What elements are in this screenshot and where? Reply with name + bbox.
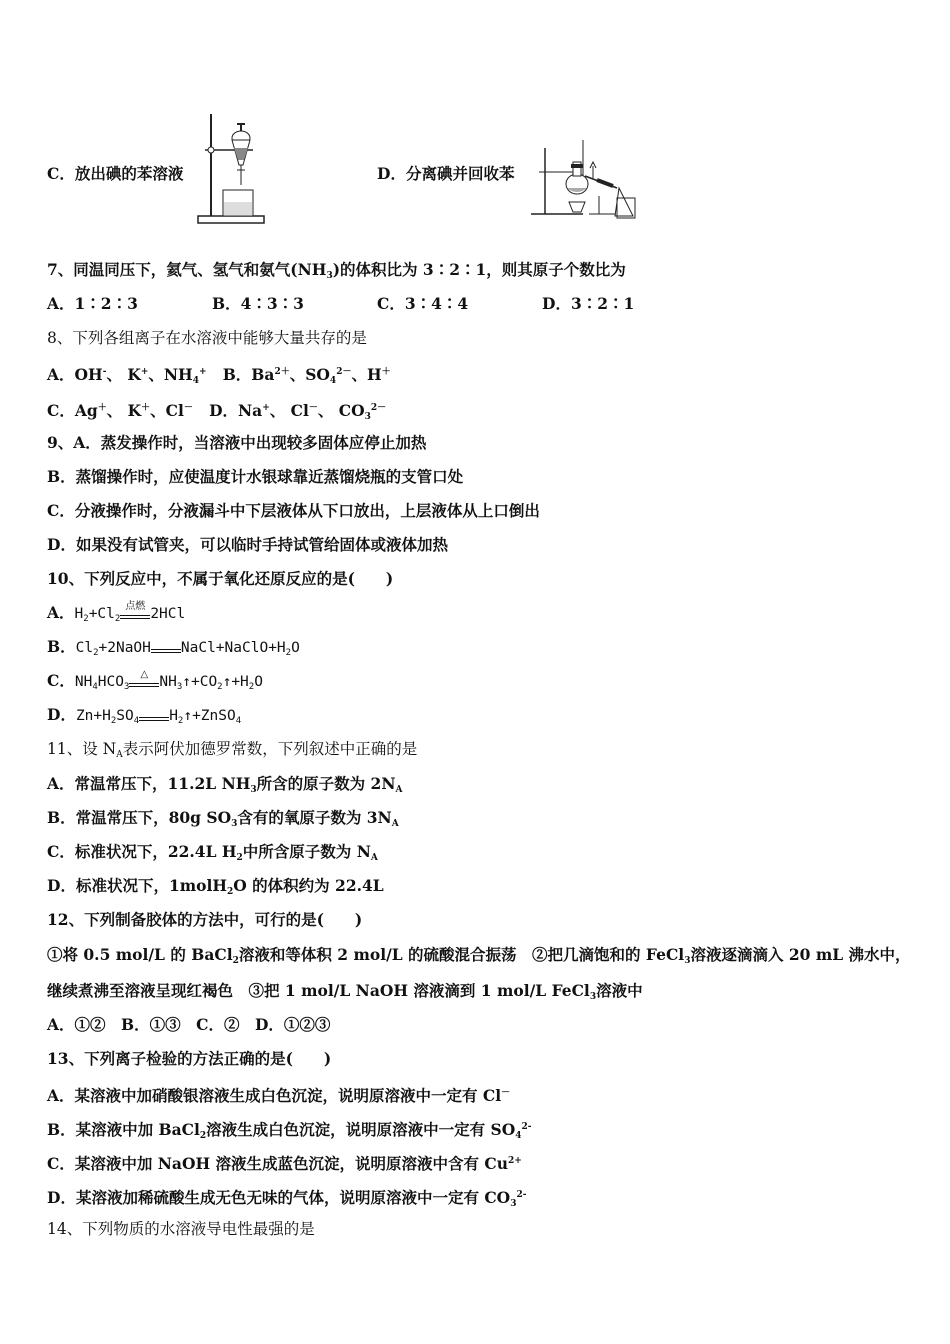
question-9-option-c: C．分液操作时，分液漏斗中下层液体从下口放出，上层液体从上口倒出 [47, 501, 540, 520]
question-7-option-b: B．4∶3∶3 [212, 294, 304, 313]
question-10-stem: 10、下列反应中，不属于氧化还原反应的是( ) [47, 569, 394, 588]
question-10-option-c: C．$NH_4HCO_3$ △ $NH_3↑+CO_2↑+H_2O$ [47, 669, 263, 692]
question-9-option-d: D．如果没有试管夹，可以临时手持试管给固体或液体加热 [47, 535, 448, 554]
question-11-option-d: D．标准状况下，1molH$_2$O 的体积约为 22.4L [47, 876, 384, 897]
option-c-top: C．放出碘的苯溶液 [47, 164, 184, 183]
option-d-top: D．分离碘并回收苯 [377, 164, 515, 183]
question-12-options: A．①② B．①③ C．② D．①②③ [47, 1015, 331, 1034]
question-7-stem: 7、同温同压下，氦气、氢气和氨气$(NH_3)$的体积比为 3∶2∶1，则其原子个数比为 [47, 260, 626, 281]
question-9-option-b: B．蒸馏操作时，应使温度计水银球靠近蒸馏烧瓶的支管口处 [47, 467, 464, 486]
condition-arrow: 点燃 [120, 607, 150, 621]
question-13-stem: 13、下列离子检验的方法正确的是( ) [47, 1049, 332, 1068]
question-11-stem: 11、设 $N_A$表示阿伏加德罗常数，下列叙述中正确的是 [47, 740, 418, 760]
question-11-option-b: B．常温常压下，80g $SO_3$含有的氧原子数为 $3N_A$ [47, 808, 399, 829]
question-10-option-a: A．$H_2+Cl_2$ 点燃 2HCl [47, 601, 186, 624]
question-11-option-c: C．标准状况下，22.4L $H_2$中所含原子数为 $N_A$ [47, 842, 378, 863]
question-12-statement-line-2: 继续煮沸至溶液呈现红褐色 ③把 1 mol/L NaOH 溶液滴到 1 mol/L FeCl$_3$溶液中 [47, 981, 643, 1002]
question-12-stem: 12、下列制备胶体的方法中，可行的是( ) [47, 910, 363, 929]
question-13-option-d: D．某溶液加稀硫酸生成无色无味的气体，说明原溶液中一定有 $CO_3^{2-}$ [47, 1188, 527, 1209]
equals-arrow [139, 709, 169, 723]
question-13-option-b: B．某溶液中加 BaCl$_2$溶液生成白色沉淀，说明原溶液中一定有 $SO_4^{2-}$ [47, 1120, 532, 1141]
heat-arrow: △ [129, 675, 159, 689]
question-13-option-a: A．某溶液中加硝酸银溶液生成白色沉淀，说明原溶液中一定有 Cl－ [47, 1086, 511, 1105]
question-8-stem: 8、下列各组离子在水溶液中能够大量共存的是 [47, 329, 367, 347]
separatory-funnel-apparatus-figure [195, 110, 267, 226]
question-8-options-cd: C．Ag＋、 K＋、Cl－ D．Na+、 Cl－、 $CO_3^{2-}$ [47, 401, 387, 422]
question-10-option-b: B．$Cl_2+2NaOH$ $NaCl+NaClO+H_2O$ [47, 637, 300, 658]
distillation-apparatus-figure [527, 136, 639, 228]
question-13-option-c: C．某溶液中加 NaOH 溶液生成蓝色沉淀，说明原溶液中含有 $Cu^{2+}$ [47, 1154, 522, 1173]
equals-arrow [151, 641, 181, 655]
question-14-stem: 14、下列物质的水溶液导电性最强的是 [47, 1220, 315, 1238]
question-10-option-d: D．$Zn+H_2SO_4$ $H_2↑+ZnSO_4$ [47, 705, 242, 726]
question-7-option-c: C．3∶4∶4 [377, 294, 469, 313]
question-7-option-a: A．1∶2∶3 [47, 294, 138, 313]
question-9-option-a: 9、A．蒸发操作时，当溶液中出现较多固体应停止加热 [47, 433, 427, 452]
question-11-option-a: A．常温常压下，11.2L $NH_3$所含的原子数为 $2N_A$ [47, 774, 403, 795]
question-12-statement-line-1: ①将 0.5 mol/L 的 BaCl$_2$溶液和等体积 2 mol/L 的硫酸混合振荡 ②把几滴饱和的 FeCl$_3$溶液逐滴滴入 20 mL 沸水中， [47, 945, 911, 966]
question-7-option-d: D．3∶2∶1 [542, 294, 635, 313]
question-8-options-ab: A．OH-、 K+、$NH_4^+$ B．$Ba^{2+}$、$SO_4^{2-}$、H＋ [47, 365, 391, 386]
